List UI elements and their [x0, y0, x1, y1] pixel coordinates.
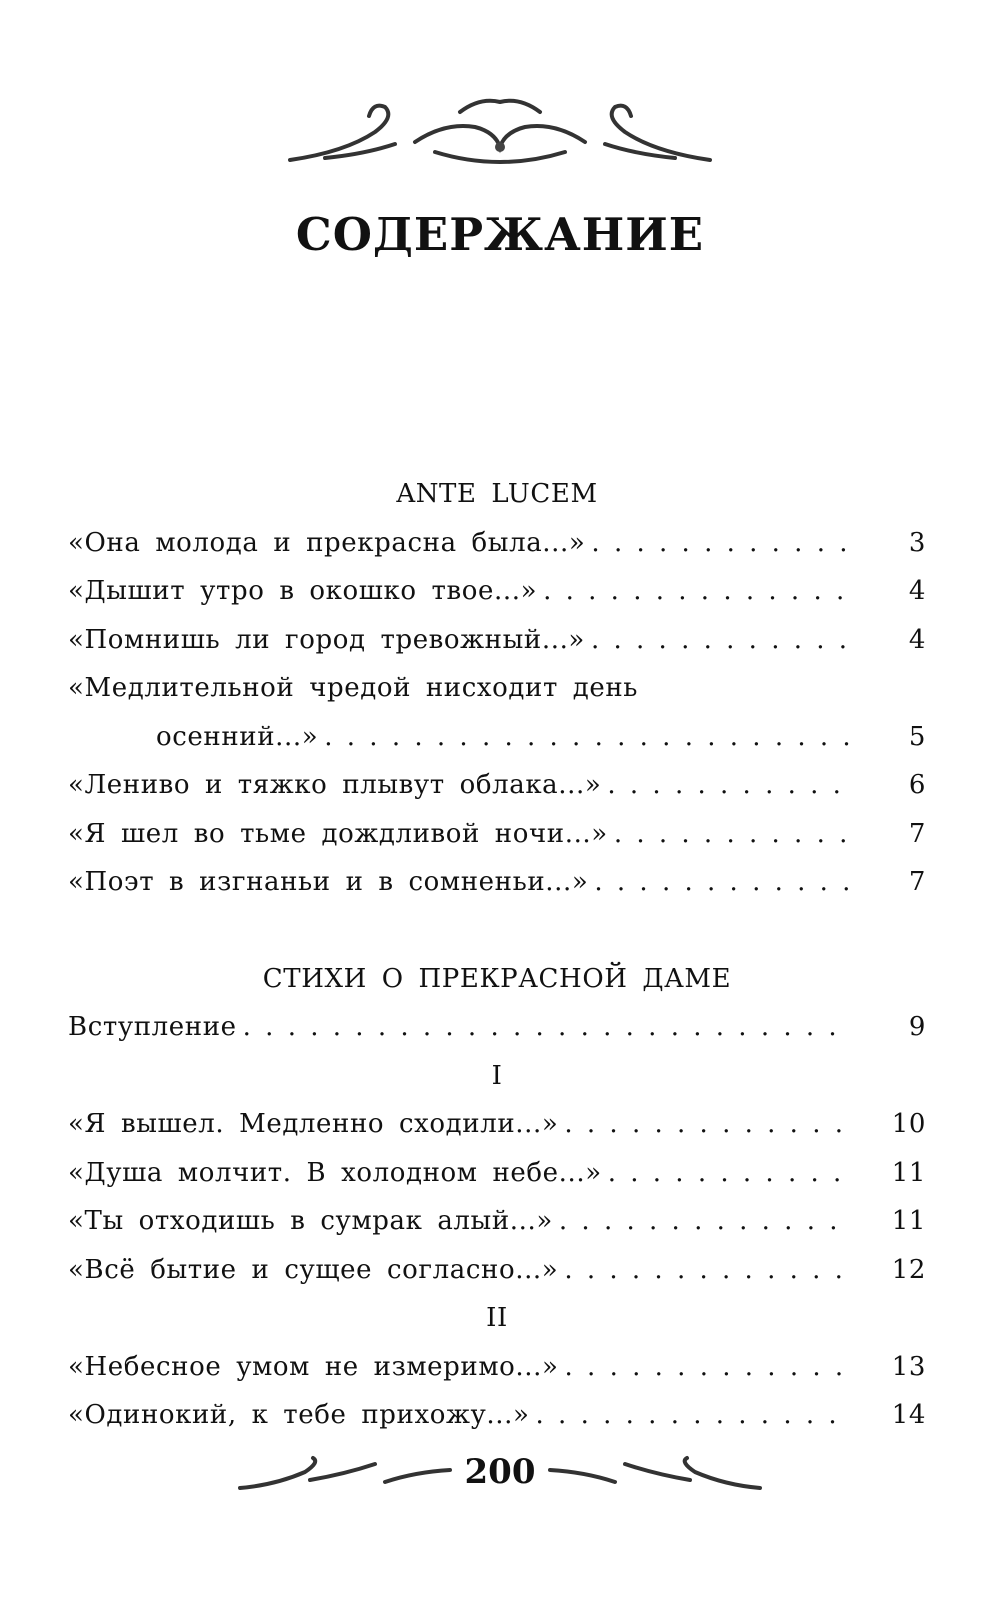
toc-entry: «Душа молчит. В холодном небе...» . . . 11	[68, 1149, 926, 1198]
toc-entry: «Одинокий, к тебе прихожу...» . . . 14	[68, 1391, 926, 1440]
toc-entry: «Я вышел. Медленно сходили...» . . . 10	[68, 1100, 926, 1149]
section-heading: ANTE LUCEM	[396, 479, 598, 509]
toc-entry: «Поэт в изгнаньи и в сомненьи...» . . . 7	[68, 858, 926, 907]
toc-entry: «Помнишь ли город тревожный...» . . . 4	[68, 616, 926, 665]
toc-entry: «Она молода и прекрасна была...» . . . 3	[68, 519, 926, 568]
toc-entry: «Медлительной чредой нисходит день	[68, 673, 639, 703]
toc-entry: «Небесное умом не измеримо...» . . . 13	[68, 1343, 926, 1392]
page-title: СОДЕРЖАНИЕ	[295, 208, 705, 261]
toc-ante-lucem	[68, 470, 926, 1440]
toc-entry: «Дышит утро в окошко твое...» . . . 4	[68, 567, 926, 616]
toc-entry: «Я шел во тьме дождливой ночи...» . . . 7	[68, 810, 926, 859]
toc-entry: «Ты отходишь в сумрак алый...» . . . 11	[68, 1197, 926, 1246]
toc-entry: «Лениво и тяжко плывут облака...» . . . 6	[68, 761, 926, 810]
toc-entry: Вступление . . . 9	[68, 1003, 926, 1052]
section-heading: СТИХИ О ПРЕКРАСНОЙ ДАМЕ	[262, 963, 732, 994]
part-label: II	[486, 1303, 508, 1333]
toc-entry: «Всё бытие и сущее согласно...» . . . 12	[68, 1246, 926, 1295]
part-label: I	[491, 1060, 503, 1091]
page-number: 200	[464, 1452, 536, 1492]
toc-entry-continued: осенний...» . . . 5	[68, 713, 926, 762]
ornament-header	[285, 92, 715, 172]
